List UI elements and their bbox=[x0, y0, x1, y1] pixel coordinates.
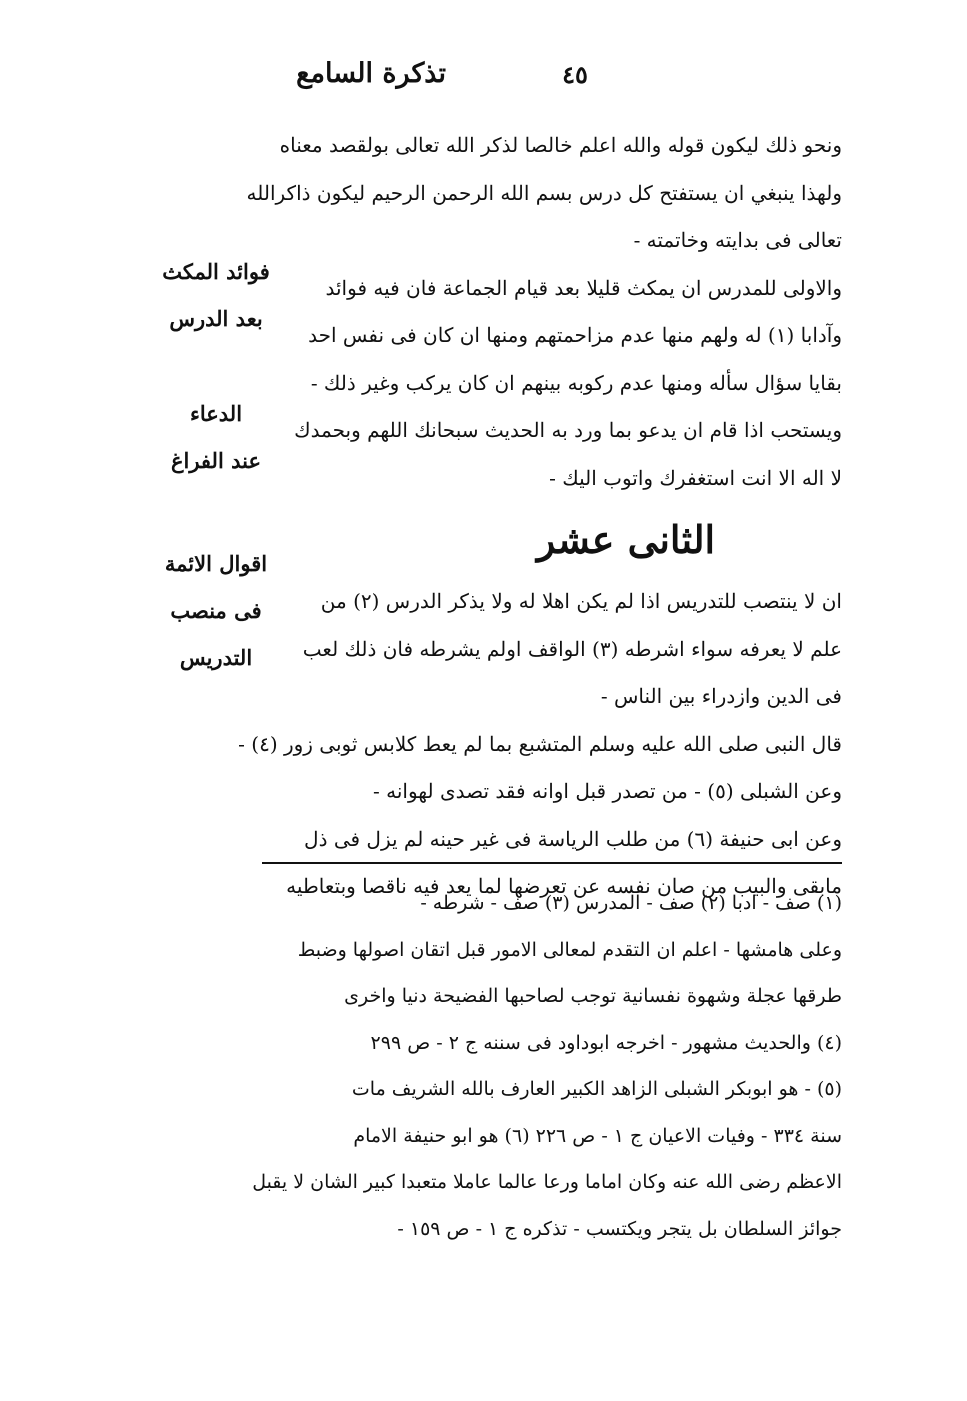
text-line: فى الدين وازدراء بين الناس ‐ bbox=[600, 684, 842, 708]
text-line: لا اله الا انت استغفرك واتوب اليك ‐ bbox=[549, 465, 842, 490]
margin-note-prayer bbox=[150, 390, 282, 484]
text-line: ان لا ينتصب للتدريس اذا لم يكن اهلا له ولا يذكر الدرس (٢) من bbox=[320, 589, 842, 613]
footnote-line: طرقها عجلة وشهوة نفسانية توجب لصاحبها الفضيحة دنيا واخرى bbox=[344, 985, 842, 1007]
margin-note-sayings bbox=[150, 540, 282, 681]
page-header bbox=[0, 58, 967, 108]
text-line: والاولى للمدرس ان يمكث قليلا بعد قيام الجماعة فان فيه فوائد bbox=[325, 275, 842, 300]
text-line: وعن الشبلى (٥) ‐ من تصدر قبل اوانه فقد تصدى لهوانه ‐ bbox=[373, 779, 842, 803]
text-line: ولهذا ينبغي ان يستفتح كل درس بسم الله الرحمن الرحيم ليكون ذاكرالله bbox=[246, 180, 842, 205]
text-line: ونحو ذلك ليكون قوله والله اعلم خالصا لذكر الله تعالى بولقصد معناه bbox=[279, 133, 842, 157]
footnote-line: وعلى هامشها ‐ اعلم ان التقدم لمعالى الامور قبل اتقان اصولها وضبط bbox=[297, 938, 842, 961]
page-number: ٤٥ bbox=[562, 60, 588, 89]
footnote-divider bbox=[262, 862, 842, 864]
text-line: وعن ابى حنيفة (٦) من طلب الرياسة فى غير حينه لم يزل فى ذل bbox=[304, 826, 842, 851]
margin-note-line: عند الفراغ bbox=[170, 448, 261, 473]
text-line: تعالى فى بدايته وخاتمته ‐ bbox=[633, 228, 842, 252]
running-title: تذكرة السامع bbox=[296, 58, 446, 89]
margin-note-line: التدريس bbox=[179, 645, 253, 670]
text-line: علم لا يعرفه سواء اشرطه (٣) الواقف اولم يشرطه فان ذلك لعب bbox=[302, 636, 842, 661]
footnote-line: سنة ٣٣٤ ‐ وفيات الاعيان ج ١ ‐ ص ٢٢٦ (٦) هو ابو حنيفة الامام bbox=[353, 1124, 842, 1147]
margin-note-line: بعد الدرس bbox=[169, 306, 263, 331]
text-line: وآدابا (١) له ولهم منها عدم مزاحمتهم ومنها ان كان فى نفس احد bbox=[308, 323, 842, 347]
text-line: قال النبى صلى الله عليه وسلم المتشبع بما لم يعط كلابس ثوبى زور (٤) ‐ bbox=[238, 731, 842, 756]
text-line: بقايا سؤال سأله ومنها عدم ركوبه بينهم ان كان يركب وغير ذلك ‐ bbox=[310, 370, 842, 395]
main-text bbox=[238, 122, 842, 911]
text-line: ويستحب اذا قام ان يدعو بما ورد به الحديث سبحانك اللهم وبحمدك bbox=[294, 418, 842, 442]
footnotes bbox=[252, 880, 842, 1252]
footnote-line: (٤) والحديث مشهور ‐ اخرجه ابوداود فى سننه ج ٢ ‐ ص ٢٩٩ bbox=[370, 1031, 842, 1054]
margin-note-line: الدعاء bbox=[189, 401, 243, 426]
footnote-line: جوائز السلطان بل يتجر ويكتسب ‐ تذكره ج ١ ‐ ص ١٥٩ ‐ bbox=[397, 1217, 842, 1240]
margin-note-line: فى منصب bbox=[170, 598, 262, 623]
section-heading: الثانى عشر bbox=[536, 517, 716, 562]
margin-note-line: اقوال الائمة bbox=[164, 551, 268, 576]
margin-note-line: فوائد المكث bbox=[162, 259, 270, 284]
footnote-line: (١) صف ‐ ادبا (٢) صف ‐ المدرس (٣) صف ‐ شرطه ‐ bbox=[420, 892, 842, 914]
text-line: مابقى والبيب من صان نفسه عن تعرضها لما يعد فيه ناقصا وبتعاطيه bbox=[286, 874, 842, 898]
margin-note-benefits bbox=[150, 248, 282, 342]
footnote-line: (٥) ‐ هو ابوبكر الشبلى الزاهد الكبير العارف بالله الشريف مات bbox=[351, 1078, 842, 1100]
footnote-line: الاعظم رضى الله عنه وكان اماما ورعا عالما عاملا متعبدا كبير الشان لا يقبل bbox=[252, 1171, 842, 1193]
